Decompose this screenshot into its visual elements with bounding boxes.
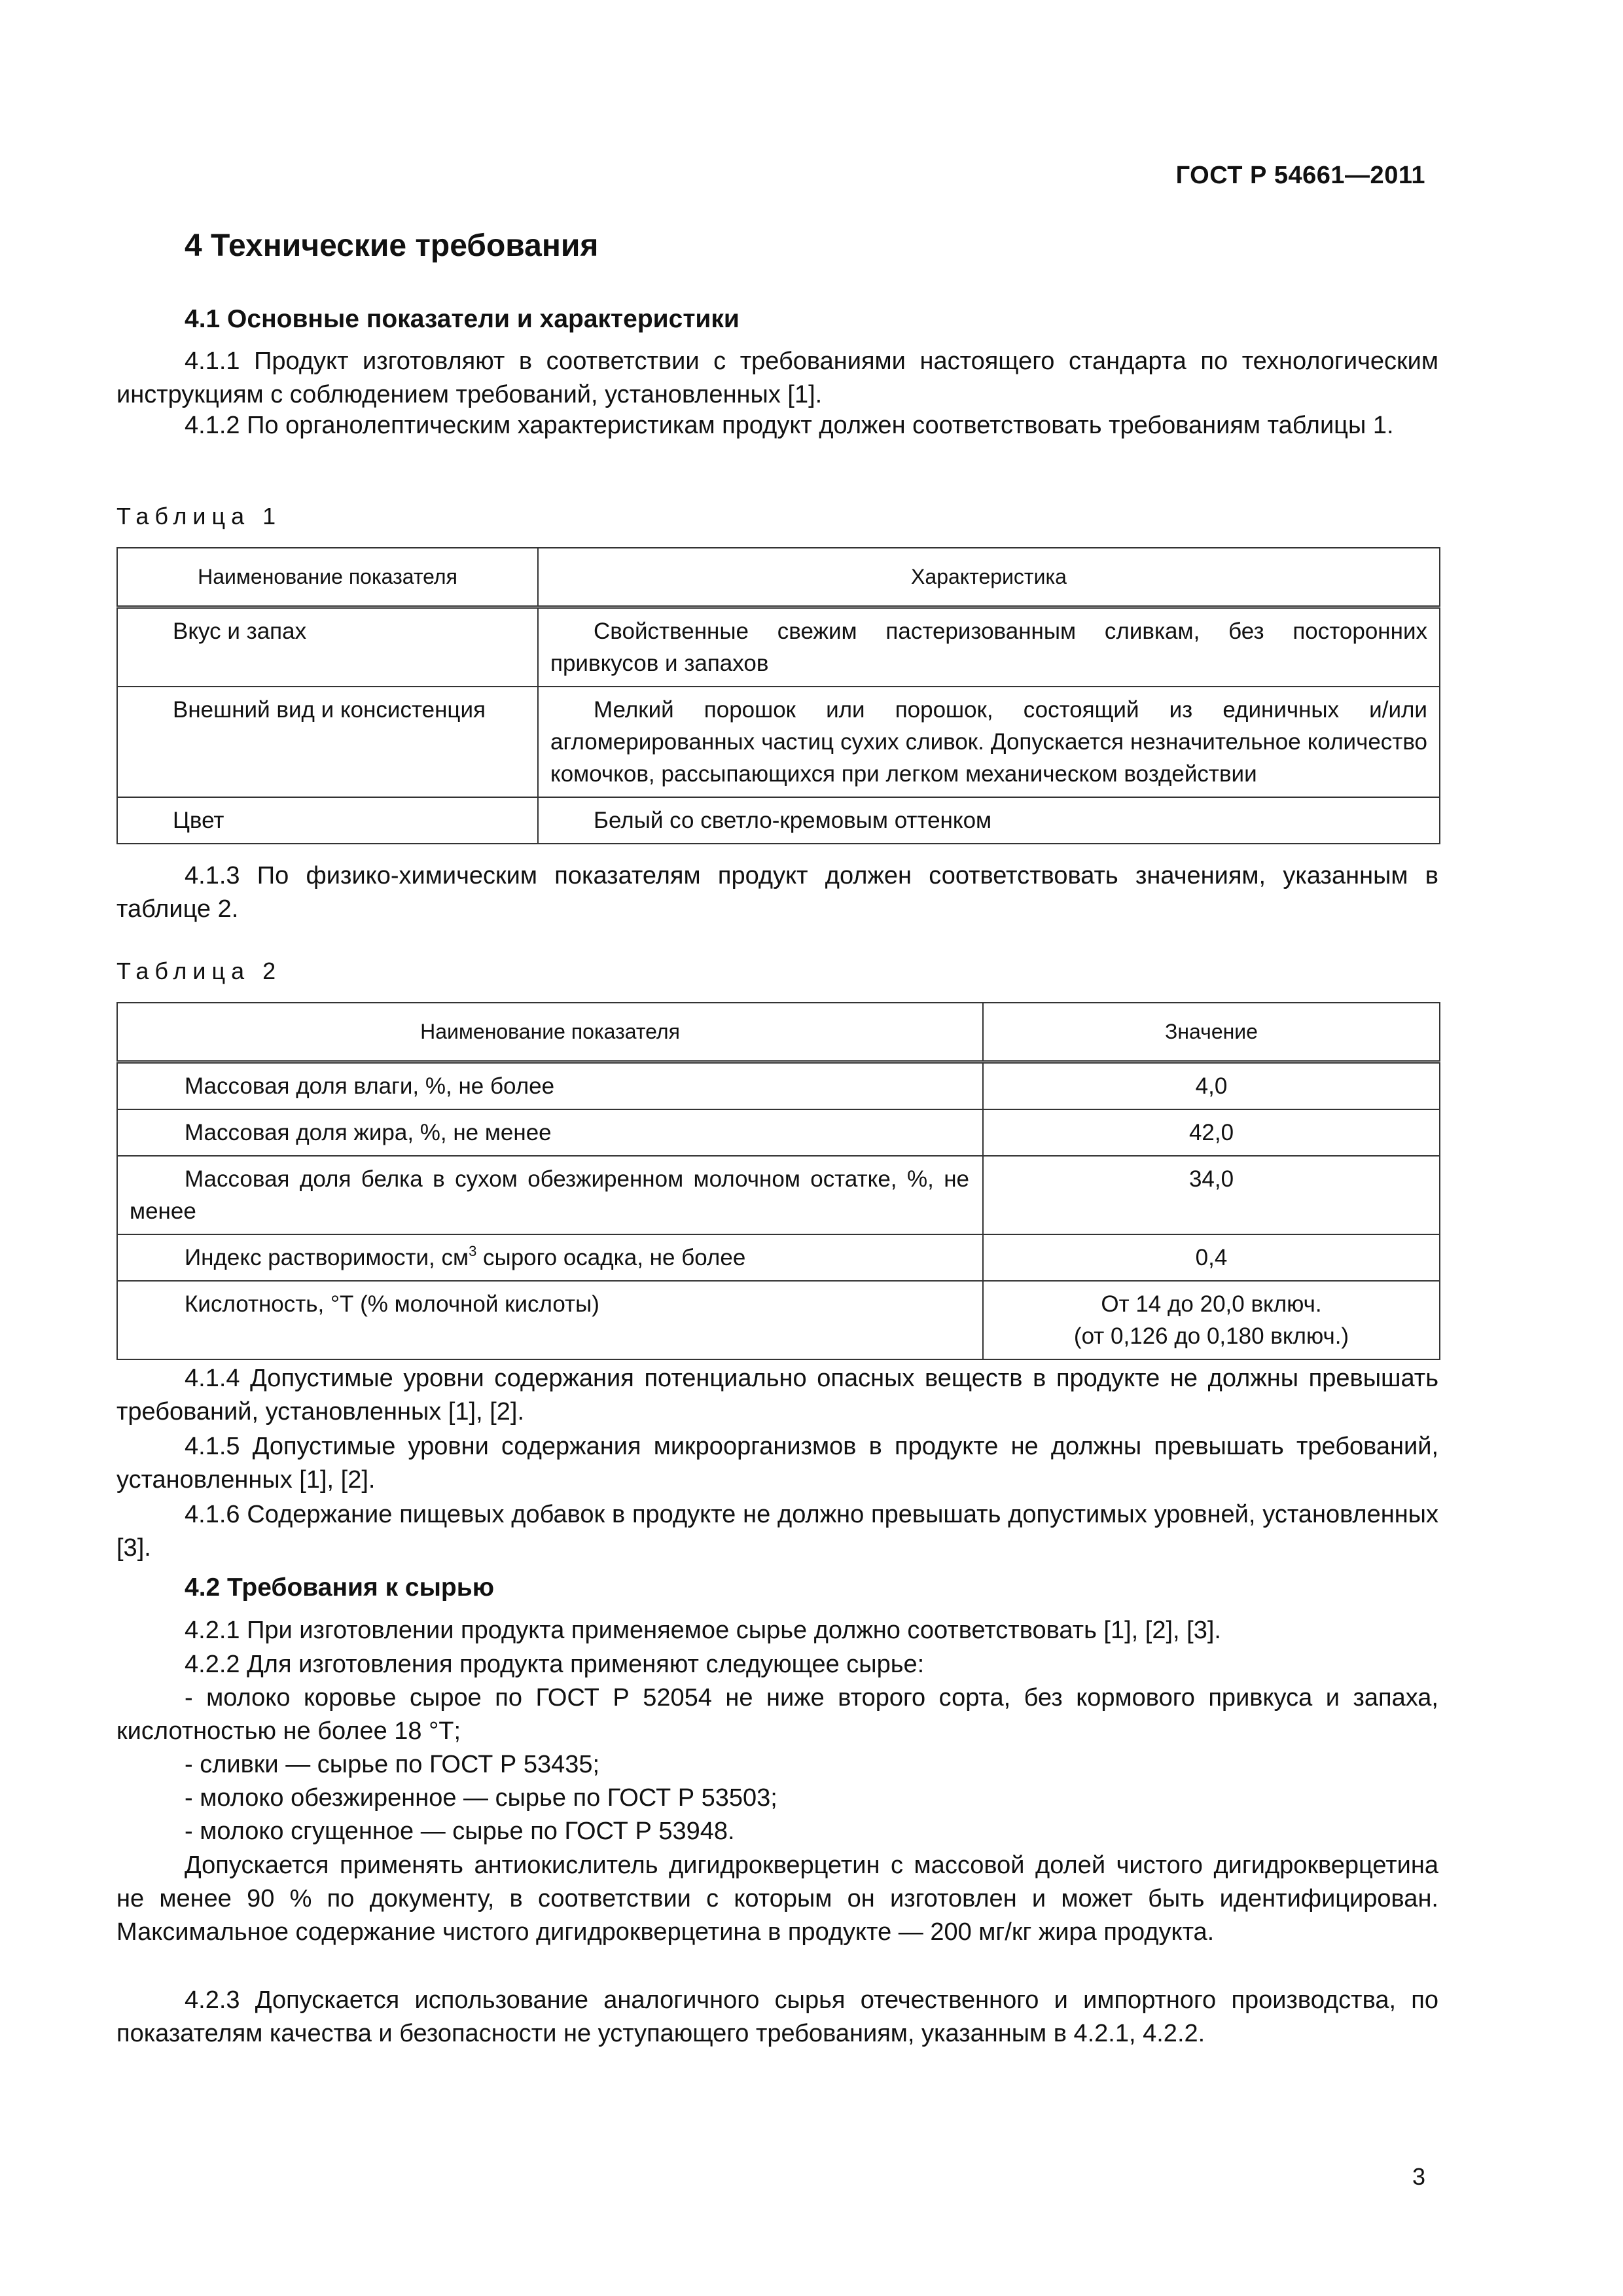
table-row — [117, 1109, 1440, 1156]
column-header: Значение — [983, 1003, 1440, 1062]
table-1 — [116, 547, 1440, 844]
paragraph-4-1-2: 4.1.2 По органолептическим характеристикам продукт должен соответствовать требованиям таблицы 1. — [185, 412, 1394, 439]
indicator-value: 4,0 — [983, 1062, 1440, 1109]
paragraph-4-2-1: 4.2.1 При изготовлении продукта применяемое сырье должно соответствовать [1], [2], [3]. — [185, 1617, 1221, 1644]
subsection-heading-4-1: 4.1 Основные показатели и характеристики — [185, 305, 740, 333]
value-line: (от 0,126 до 0,180 включ.) — [1073, 1323, 1349, 1349]
indicator-name: Массовая доля жира, %, не менее — [117, 1109, 983, 1156]
raw-material-item: - сливки — сырье по ГОСТ Р 53435; — [185, 1751, 600, 1778]
value-line: От 14 до 20,0 включ. — [1101, 1291, 1322, 1317]
indicator-name: Массовая доля белка в сухом обезжиренном молочном остатке, %, не менее — [117, 1156, 983, 1234]
indicator-characteristic: Свойственные свежим пастеризованным сливкам, без посторонних привкусов и запахов — [538, 607, 1440, 687]
table-row — [117, 797, 1440, 844]
table-1-caption: Таблица 1 — [116, 503, 282, 529]
indicator-name: Кислотность, °Т (% молочной кислоты) — [117, 1281, 983, 1359]
indicator-name: Цвет — [117, 797, 538, 844]
indicator-value: 42,0 — [983, 1109, 1440, 1156]
table-header-row — [117, 548, 1440, 607]
indicator-name: Массовая доля влаги, %, не более — [117, 1062, 983, 1109]
indicator-characteristic: Белый со светло-кремовым оттенком — [538, 797, 1440, 844]
column-header: Характеристика — [538, 548, 1440, 607]
raw-material-item: - молоко обезжиренное — сырье по ГОСТ Р 53503; — [185, 1784, 777, 1812]
indicator-characteristic: Мелкий порошок или порошок, состоящий из единичных и/или агломерированных частиц сухих сливок. Допускается незначительное количество комочков, рассыпающихся при легком механическом воздействии — [538, 687, 1440, 797]
column-header: Наименование показателя — [117, 1003, 983, 1062]
indicator-name: Внешний вид и консистенция — [117, 687, 538, 797]
paragraph-4-1-3: 4.1.3 По физико-химическим показателям продукт должен соответствовать значениям, указанным в таблице 2. — [116, 862, 1438, 923]
indicator-name: Вкус и запах — [117, 607, 538, 687]
table-row — [117, 1281, 1440, 1359]
raw-material-item: - молоко коровье сырое по ГОСТ Р 52054 не ниже второго сорта, без кормового привкуса и запаха, кислотностью не более 18 °Т; — [116, 1684, 1438, 1745]
table-row — [117, 1156, 1440, 1234]
column-header: Наименование показателя — [117, 548, 538, 607]
paragraph-4-1-1: 4.1.1 Продукт изготовляют в соответствии с требованиями настоящего стандарта по технологическим инструкциям с соблюдением требований, установленных [1]. — [116, 348, 1438, 408]
document-id-header: ГОСТ Р 54661—2011 — [1175, 162, 1425, 189]
paragraph-4-1-6: 4.1.6 Содержание пищевых добавок в продукте не должно превышать допустимых уровней, установленных [3]. — [116, 1501, 1438, 1562]
paragraph-4-1-4: 4.1.4 Допустимые уровни содержания потенциально опасных веществ в продукте не должны превышать требований, установленных [1], [2]. — [116, 1365, 1438, 1426]
table-row — [117, 1234, 1440, 1281]
indicator-value: 0,4 — [983, 1234, 1440, 1281]
section-heading: 4 Технические требования — [185, 228, 599, 263]
table-row — [117, 1062, 1440, 1109]
indicator-name — [117, 1234, 983, 1281]
table-row — [117, 687, 1440, 797]
paragraph-4-2-3: 4.2.3 Допускается использование аналогичного сырья отечественного и импортного производства, по показателям качества и безопасности не уступающего требованиям, указанным в 4.2.1, 4.2.2. — [116, 1986, 1438, 2047]
table-header-row — [117, 1003, 1440, 1062]
paragraph-4-1-5: 4.1.5 Допустимые уровни содержания микроорганизмов в продукте не должны превышать требований, установленных [1], [2]. — [116, 1433, 1438, 1494]
paragraph-4-2-2: 4.2.2 Для изготовления продукта применяют следующее сырье: — [185, 1651, 925, 1678]
paragraph-antioxidant: Допускается применять антиокислитель дигидрокверцетин с массовой долей чистого дигидрокверцетина не менее 90 % по документу, в соответствии с которым он изготовлен и может быть идентифицирован. Максимальное содержание чистого дигидрокверцетина в продукте — 200 мг/кг жира продукта. — [116, 1852, 1438, 1946]
raw-material-item: - молоко сгущенное — сырье по ГОСТ Р 53948. — [185, 1818, 735, 1845]
indicator-value — [983, 1281, 1440, 1359]
indicator-value: 34,0 — [983, 1156, 1440, 1234]
page-number: 3 — [1412, 2163, 1425, 2190]
table-2-caption: Таблица 2 — [116, 958, 282, 984]
indicator-name-part: сырого осадка, не более — [476, 1244, 746, 1270]
indicator-name-part: Индекс растворимости, см — [185, 1244, 469, 1270]
unit-superscript: 3 — [469, 1242, 477, 1259]
table-row — [117, 607, 1440, 687]
table-2 — [116, 1002, 1440, 1360]
subsection-heading-4-2: 4.2 Требования к сырью — [185, 1573, 495, 1602]
